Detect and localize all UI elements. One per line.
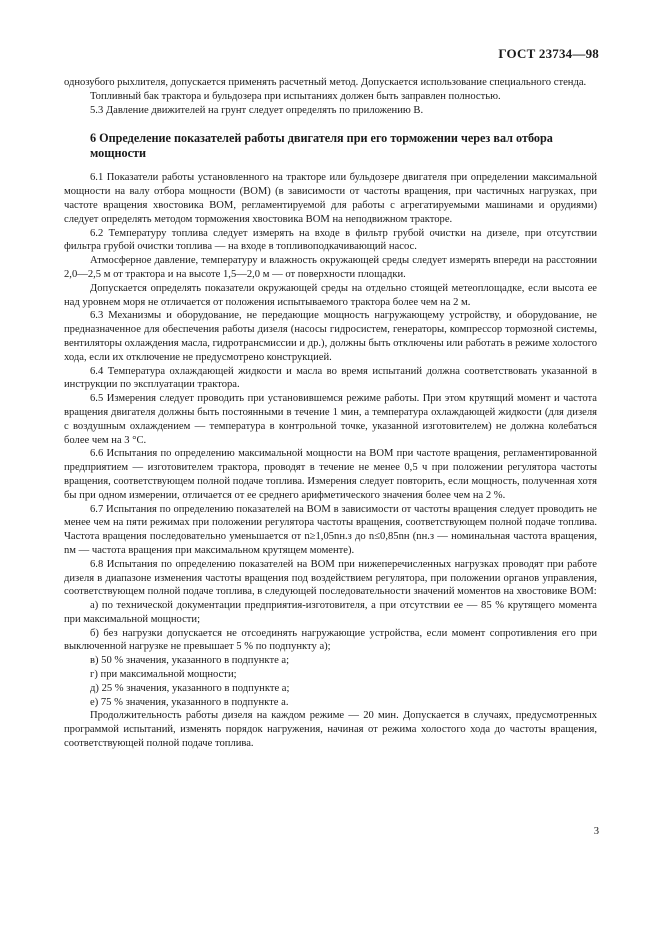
paragraph-continuation: однозубого рыхлителя, допускается применять расчетный метод. Допускается использование специального стенда. — [64, 77, 587, 88]
page-number: 3 — [593, 826, 599, 837]
paragraph-6-2: 6.2 Температуру топлива следует измерять на входе в фильтр грубой очистки на дизеле, при отсутствии фильтра грубой очистки топлива — на входе в топливоподкачивающий насос. — [64, 227, 597, 253]
list-item-v: в) 50 % значения, указанного в подпункте а; — [90, 655, 290, 667]
paragraph: Топливный бак трактора и бульдозера при испытаниях должен быть заправлен полностью. — [90, 90, 501, 102]
paragraph-duration: Продолжительность работы дизеля на каждом режиме — 20 мин. Допускается в случаях, предусмотренных программой испытаний, изменять порядок нагружения, начиная от режима холостого хода до частоты вращения, соответствующей полной подаче топлива. — [64, 710, 597, 750]
list-item-b: б) без нагрузки допускается не отсоединять нагружающие устройства, если момент сопротивления его при выключенной нагрузке не превышает 5 % по подпункту а); — [64, 627, 597, 653]
list-item-d: д) 25 % значения, указанного в подпункте а; — [90, 682, 290, 694]
paragraph-6-8: 6.8 Испытания по определению показателей на ВОМ при нижеперечисленных нагрузках проводят при работе дизеля в диапазоне изменения частоты вращения под воздействием регулятора, при положении органов управления, соответствующем полной подаче топлива, в следующей последовательности значений моментов на хвостовике ВОМ: — [64, 558, 597, 598]
paragraph: Допускается определять показатели окружающей среды на отдельно стоящей метеоплощадке, если высота ее над уровнем моря не отличается от положения испытываемого трактора более чем на 2 м. — [64, 282, 597, 308]
paragraph: Атмосферное давление, температуру и влажность окружающей среды следует измерять впереди на расстоянии 2,0—2,5 м от трактора и на высоте 1,5—2,0 м — от поверхности площадки. — [64, 255, 597, 280]
section-6-heading: 6 Определение показателей работы двигателя при его торможении через вал отбора мощности — [90, 131, 553, 161]
paragraph-5-3: 5.3 Давление движителей на грунт следует определять по приложению В. — [90, 104, 424, 116]
document-id-header: ГОСТ 23734—98 — [498, 46, 599, 61]
paragraph-6-5: 6.5 Измерения следует проводить при установившемся режиме работы. При этом крутящий момент и частота вращения двигателя должны быть постоянными в течение 1 мин, а температура охлаждающей жидкости (для дизеля с воздушным охлаждением — температура в контрольной точке, указанной изготовителем) не должна колебаться более чем на 3 °С. — [64, 393, 597, 446]
paragraph-6-7: 6.7 Испытания по определению показателей на ВОМ в зависимости от частоты вращения следует проводить не менее чем на пяти режимах при положении регулятора частоты вращения, соответствующем полной подаче топлива. Частота вращения последовательно уменьшается от n≥1,05nн.з до n≤0,85nн (nн.з — номинальная частота вращения, nм — частота вращения при максимальном крутящем моменте). — [64, 503, 597, 556]
list-item-a: а) по технической документации предприятия-изготовителя, а при отсутствии ее — 85 % крутящего момента при максимальной мощности; — [64, 600, 597, 625]
document-body — [64, 76, 597, 751]
paragraph-6-6: 6.6 Испытания по определению максимальной мощности на ВОМ при частоте вращения, регламентированной предприятием — изготовителем трактора, проводят в течение не менее 0,5 ч при положении регулятора частоты вращения, соответствующем полной подаче топлива. Измерения следует повторить, если мощность, полученная хотя бы при одном измерении, отличается от ее среднего арифметического значения более чем на 2 %. — [64, 448, 597, 501]
list-item-e: е) 75 % значения, указанного в подпункте а. — [90, 696, 289, 708]
paragraph-6-4: 6.4 Температура охлаждающей жидкости и масла во время испытаний должна соответствовать указанной в инструкции по эксплуатации трактора. — [64, 365, 597, 391]
paragraph-6-1: 6.1 Показатели работы установленного на тракторе или бульдозере двигателя при определении максимальной мощности на валу отбора мощности (ВОМ) (в зависимости от частоты вращения, при частичных нагрузках, при частоте вращения хвостовика ВОМ, регламентируемой для работы с агрегатируемыми машинами и орудиями) следует определять методом торможения хвостовика ВОМ на неподвижном тракторе. — [64, 172, 597, 225]
list-item-g: г) при максимальной мощности; — [90, 669, 237, 681]
paragraph-6-3: 6.3 Механизмы и оборудование, не передающие мощность нагружающему устройству, и оборудование, не предназначенное для обеспечения работы дизеля (насосы гидросистем, генераторы, компрессор тормозной системы, вентиляторы охлаждения масла, гидротрансмиссии и др.), должны быть отключены или работать в режиме холостого хода, если их отключение не предусмотрено конструкцией. — [64, 310, 597, 363]
